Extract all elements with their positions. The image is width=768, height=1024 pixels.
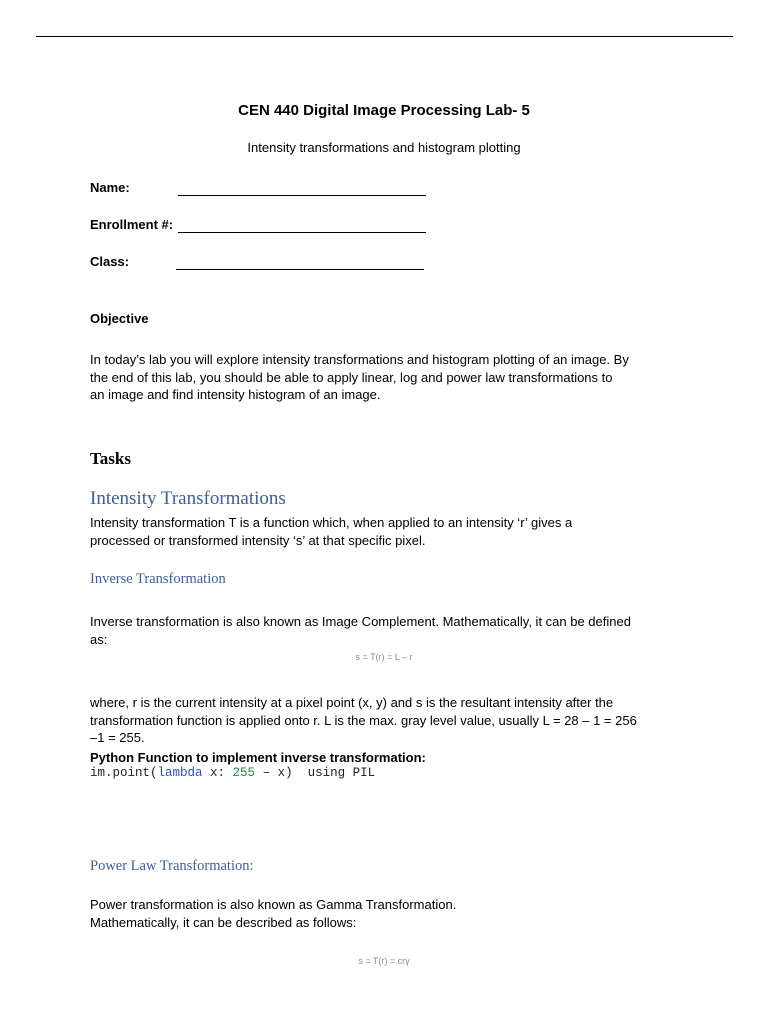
header-rule <box>36 36 733 37</box>
enrollment-field-label: Enrollment #: <box>90 217 174 232</box>
inverse-code-snippet <box>90 766 375 780</box>
objective-paragraph <box>90 351 680 404</box>
inverse-line: as: <box>90 631 108 647</box>
code-suffix: – x) using PIL <box>255 766 376 780</box>
inverse-formula: s = T(r) = L – r <box>355 652 413 662</box>
code-middle: x: <box>202 766 233 780</box>
power-law-heading: Power Law Transformation: <box>90 858 254 874</box>
inverse-where-paragraph <box>90 694 680 747</box>
tasks-heading: Tasks <box>90 449 131 468</box>
inverse-transformation-heading: Inverse Transformation <box>90 571 226 587</box>
power-paragraph <box>90 896 680 931</box>
power-formula: s = T(r) = crγ <box>358 956 410 966</box>
objective-heading: Objective <box>90 311 149 326</box>
code-keyword: lambda <box>157 766 203 780</box>
code-prefix: im.point( <box>90 766 158 780</box>
code-number: 255 <box>232 766 256 780</box>
class-field-line[interactable] <box>176 269 424 270</box>
objective-line: the end of this lab, you should be able to apply linear, log and power law transformations to <box>90 369 613 385</box>
document-subtitle: Intensity transformations and histogram plotting <box>247 140 521 155</box>
enrollment-field-line[interactable] <box>178 232 426 233</box>
intensity-line: Intensity transformation T is a function which, when applied to an intensity ‘r’ gives a <box>90 515 573 530</box>
python-function-label: Python Function to implement inverse transformation: <box>90 750 426 765</box>
intensity-paragraph <box>90 514 680 549</box>
where-line: transformation function is applied onto r. L is the max. gray level value, usually L = 28 – 1 = 256 <box>90 712 637 728</box>
inverse-line: Inverse transformation is also known as Image Complement. Mathematically, it can be defined <box>90 614 631 629</box>
class-field-label: Class: <box>90 254 130 269</box>
power-line: Power transformation is also known as Gamma Transformation. <box>90 897 457 912</box>
name-field-line[interactable] <box>178 195 426 196</box>
where-line: where, r is the current intensity at a pixel point (x, y) and s is the resultant intensity after the <box>90 695 614 710</box>
where-line: –1 = 255. <box>90 730 145 745</box>
intensity-transformations-heading: Intensity Transformations <box>90 488 286 509</box>
objective-line: In today’s lab you will explore intensity transformations and histogram plotting of an image. By <box>90 352 629 367</box>
objective-line: an image and find intensity histogram of an image. <box>90 387 381 402</box>
name-field-label: Name: <box>90 180 130 195</box>
intensity-line: processed or transformed intensity ‘s’ at that specific pixel. <box>90 532 426 548</box>
inverse-paragraph <box>90 613 680 648</box>
power-line: Mathematically, it can be described as follows: <box>90 914 357 930</box>
document-title: CEN 440 Digital Image Processing Lab- 5 <box>238 102 530 119</box>
